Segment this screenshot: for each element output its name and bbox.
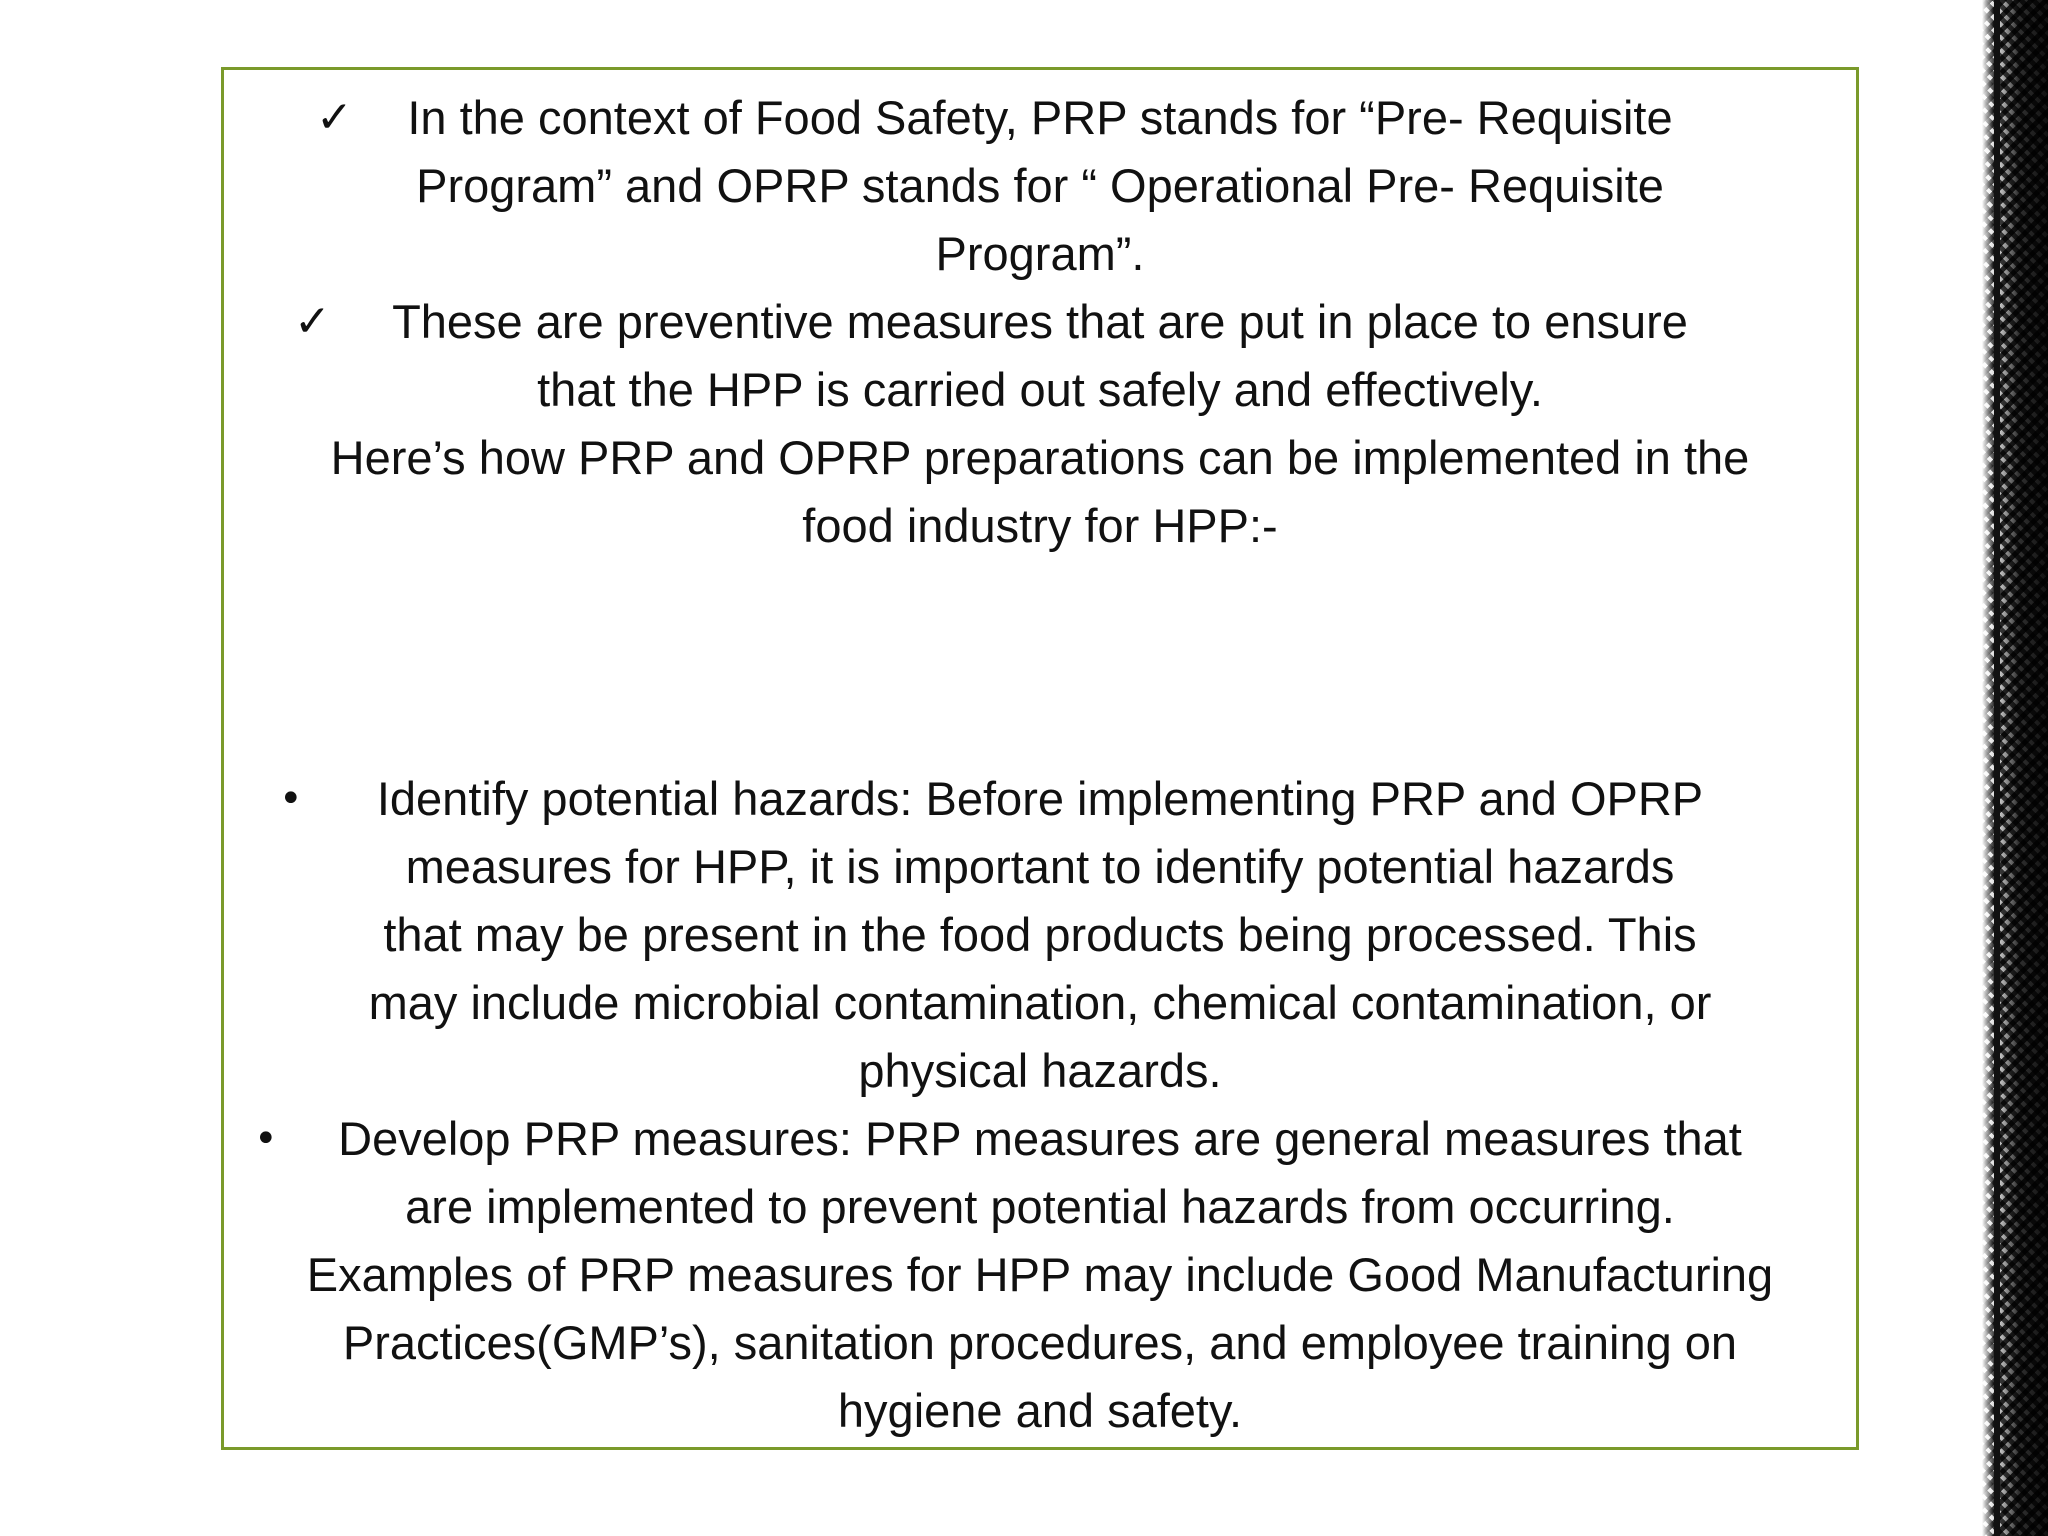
text-line: Examples of PRP measures for HPP may include Good Manufacturing [306, 1248, 1774, 1301]
text-line: Program” and OPRP stands for “ Operational Pre- Requisite [416, 159, 1664, 212]
bullet-dot-icon: • [279, 776, 303, 822]
text-line: that the HPP is carried out safely and effectively. [537, 363, 1543, 416]
text-line: that may be present in the food products being processed. This [383, 908, 1697, 961]
text-line: Program”. [935, 227, 1145, 280]
text-line: Develop PRP measures: PRP measures are general measures that [338, 1112, 1742, 1165]
paragraph-develop-prp [224, 1105, 1856, 1445]
text-line: These are preventive measures that are put in place to ensure [392, 295, 1688, 348]
text-line: food industry for HPP:- [802, 499, 1278, 552]
paragraph-preventive-measures [224, 288, 1856, 424]
paragraph-identify-hazards [224, 765, 1856, 1105]
text-line: physical hazards. [858, 1044, 1222, 1097]
checkmark-icon: ✓ [294, 296, 331, 347]
bullet-dot-icon: • [254, 1116, 278, 1162]
checkmark-icon: ✓ [316, 92, 353, 143]
text-line: In the context of Food Safety, PRP stands for “Pre- Requisite [407, 91, 1673, 144]
text-line: are implemented to prevent potential hazards from occurring. [405, 1180, 1675, 1233]
text-line: may include microbial contamination, chemical contamination, or [368, 976, 1712, 1029]
text-line: Here’s how PRP and OPRP preparations can be implemented in the [330, 431, 1750, 484]
paragraph-prp-definition [224, 84, 1856, 288]
paragraph-implementation-intro [224, 424, 1856, 560]
decorative-side-band [1982, 0, 2048, 1536]
text-line: Identify potential hazards: Before implementing PRP and OPRP [376, 772, 1704, 825]
content-box [221, 67, 1859, 1450]
text-line: Practices(GMP’s), sanitation procedures, and employee training on [342, 1316, 1738, 1369]
text-line: measures for HPP, it is important to identify potential hazards [405, 840, 1675, 893]
text-line: hygiene and safety. [837, 1384, 1243, 1437]
